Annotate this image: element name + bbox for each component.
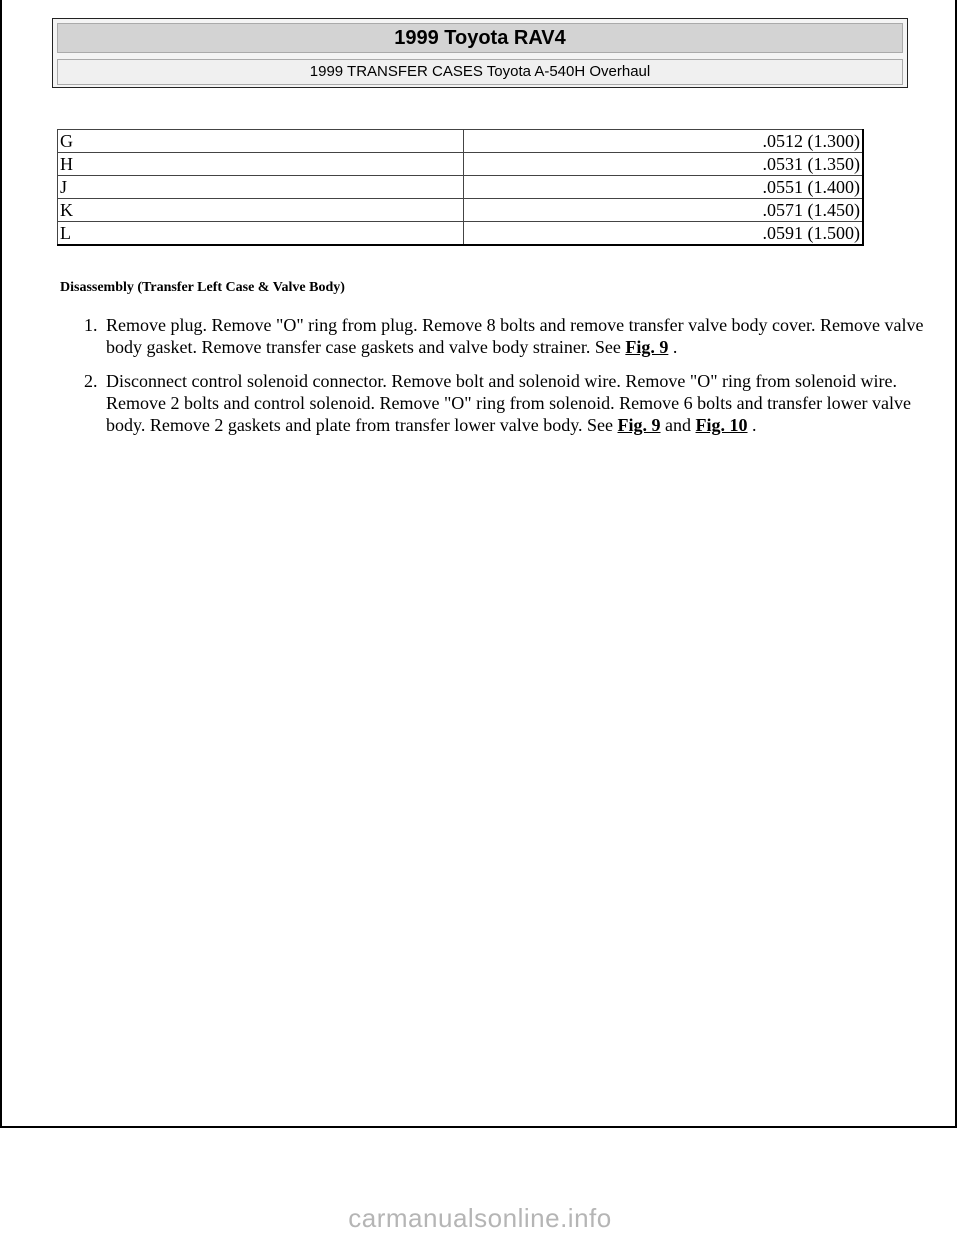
table-cell-code: G bbox=[58, 130, 464, 153]
step-text: Remove plug. Remove "O" ring from plug. Remove 8 bolts and remove transfer valve body cover. Remove valve body gasket. Remove transfer case gaskets and valve body strainer. See bbox=[106, 315, 924, 357]
header-title: 1999 Toyota RAV4 bbox=[57, 23, 903, 53]
table-cell-value: .0591 (1.500) bbox=[464, 222, 864, 246]
table-cell-code: K bbox=[58, 199, 464, 222]
list-item bbox=[102, 314, 942, 358]
shim-spec-table bbox=[57, 129, 864, 246]
table-cell-value: .0531 (1.350) bbox=[464, 153, 864, 176]
table-cell-value: .0571 (1.450) bbox=[464, 199, 864, 222]
table-row bbox=[58, 153, 864, 176]
table-row bbox=[58, 222, 864, 246]
table-row bbox=[58, 176, 864, 199]
table-cell-code: J bbox=[58, 176, 464, 199]
fig-10-link[interactable]: Fig. 10 bbox=[695, 415, 748, 435]
step-connector: and bbox=[660, 415, 696, 435]
watermark: carmanualsonline.info bbox=[348, 1203, 612, 1233]
list-item bbox=[102, 370, 942, 436]
step-tail: . bbox=[668, 337, 678, 357]
step-tail: . bbox=[747, 415, 757, 435]
table-row bbox=[58, 199, 864, 222]
header-subtitle: 1999 TRANSFER CASES Toyota A-540H Overhaul bbox=[57, 59, 903, 85]
fig-9-link[interactable]: Fig. 9 bbox=[617, 415, 661, 435]
page-header bbox=[52, 18, 908, 88]
table-cell-code: L bbox=[58, 222, 464, 246]
table-cell-value: .0551 (1.400) bbox=[464, 176, 864, 199]
step-text: Disconnect control solenoid connector. Remove bolt and solenoid wire. Remove "O" ring from solenoid wire. Remove 2 bolts and control solenoid. Remove "O" ring from solenoid. Remove 6 bolts and transfer lower valve body. Remove 2 gaskets and plate from transfer lower valve body. See bbox=[106, 371, 912, 435]
table-cell-code: H bbox=[58, 153, 464, 176]
table-row bbox=[58, 130, 864, 153]
disassembly-steps bbox=[68, 314, 942, 448]
table-cell-value: .0512 (1.300) bbox=[464, 130, 864, 153]
section-heading: Disassembly (Transfer Left Case & Valve Body) bbox=[60, 280, 345, 295]
fig-9-link[interactable]: Fig. 9 bbox=[625, 337, 669, 357]
